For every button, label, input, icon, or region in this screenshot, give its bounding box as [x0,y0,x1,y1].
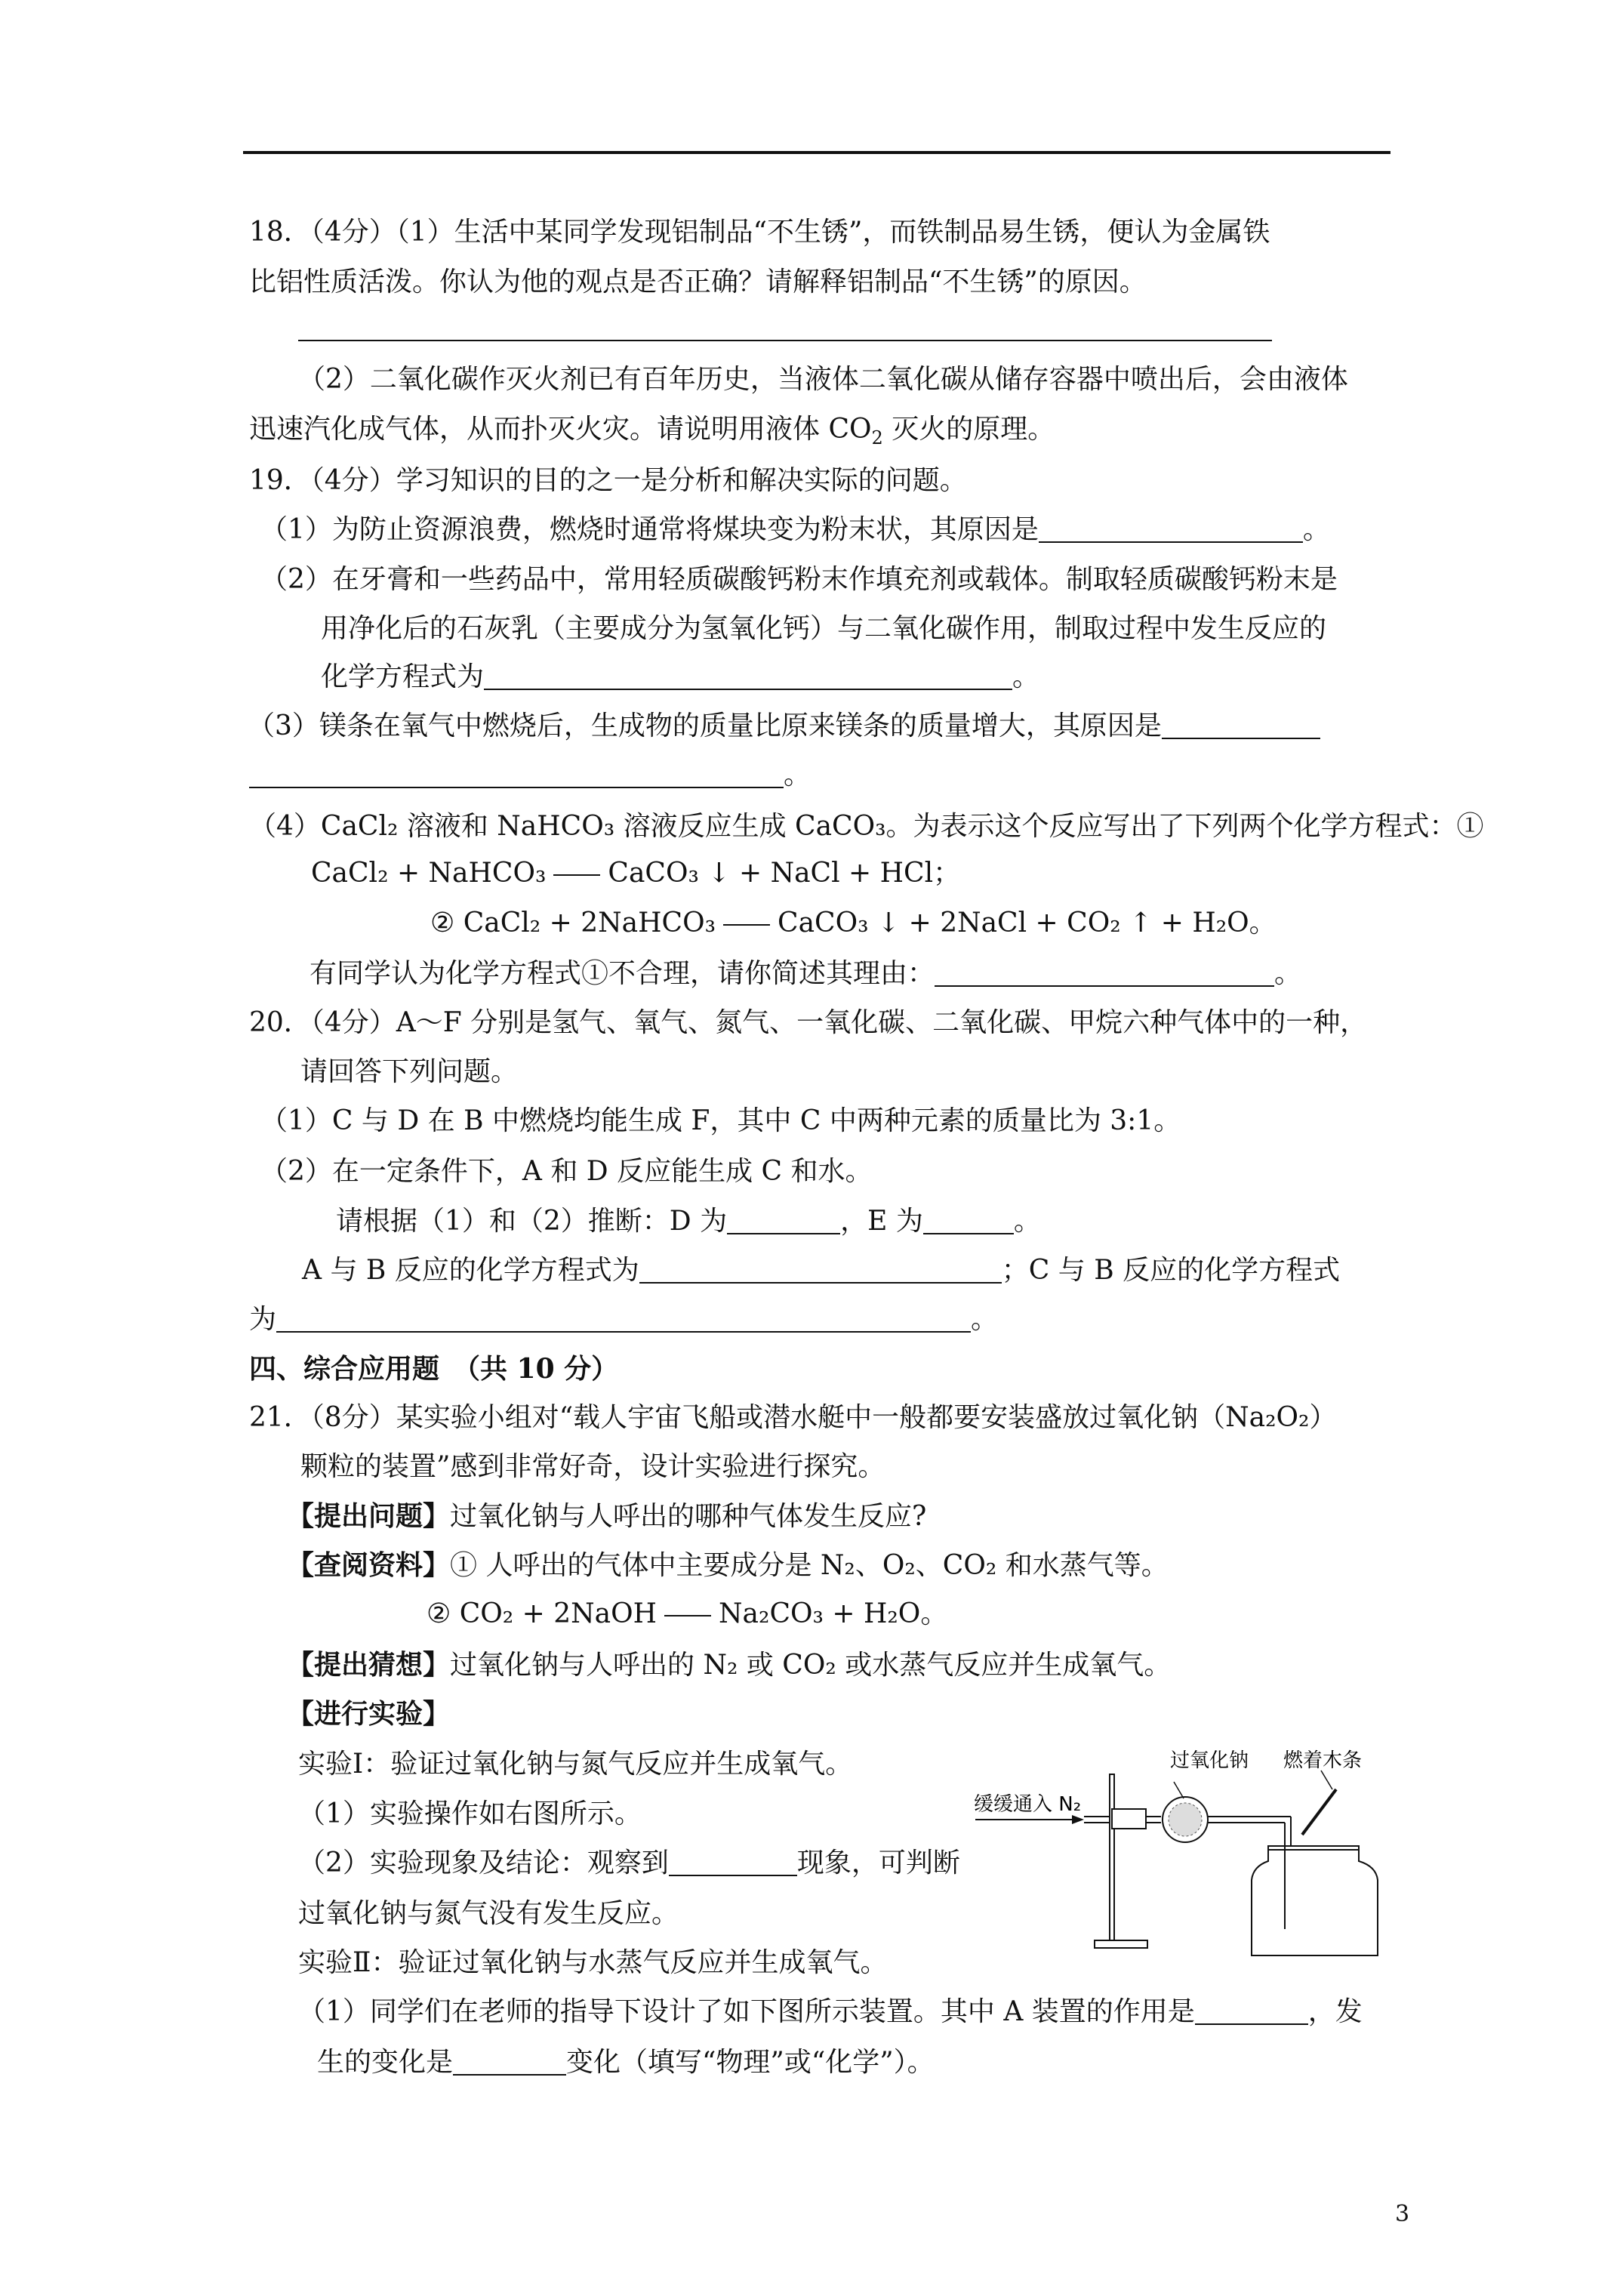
q20-line2: 请回答下列问题。 [300,1056,519,1087]
q21-line7: 【进行实验】 [287,1698,451,1730]
stand-base [1095,1940,1147,1948]
q18-line4: 迅速汽化成气体，从而扑灭火灾。请说明用液体 $CO_2$ 灭火的原理。 [249,414,1055,448]
q21-phenomenon-blank[interactable] [669,1848,797,1876]
q21-line3: 【提出问题】过氧化钠与人呼出的哪种气体发生反应? [287,1500,927,1532]
page-number: 3 [1395,2201,1410,2227]
q18-line2: 比铝性质活泼。你认为他的观点是否正确？请解释铝制品“不生锈”的原因。 [249,267,1147,297]
q19-line4: 用净化后的石灰乳（主要成分为氢氧化钙）与二氧化碳作用，制取过程中发生反应的 [321,613,1327,644]
q21-line8: 实验Ⅰ：验证过氧化钠与氮气反应并生成氧气。 [298,1749,853,1780]
eq1-bar [553,874,600,876]
q20-line1: 20．（4分）A～F 分别是氢气、氧气、氮气、一氧化碳、二氧化碳、甲烷六种气体中的一种， [249,1007,1368,1038]
q21-a-function-blank[interactable] [1195,1996,1308,2025]
q18-line3: （2）二氧化碳作灭火剂已有百年历史，当液体二氧化碳从储存容器中喷出后，会由液体 [298,364,1348,395]
q20-line3: （1）C 与 D 在 B 中燃烧均能生成 F，其中 C 中两种元素的质量比为 3:1。 [260,1105,1181,1136]
q19-4-blank[interactable] [935,958,1274,987]
q21-line2: 颗粒的装置”感到非常好奇，设计实验进行探究。 [300,1451,885,1482]
q21-line4: 【查阅资料】① 人呼出的气体中主要成分是 N₂、O₂、CO₂ 和水蒸气等。 [287,1549,1169,1581]
q21-line6: 【提出猜想】过氧化钠与人呼出的 N₂ 或 CO₂ 或水蒸气反应并生成氧气。 [287,1649,1172,1681]
collection-bottle [1252,1846,1378,1955]
q19-line1: 19．（4分）学习知识的目的之一是分析和解决实际的问题。 [249,465,967,496]
q21-line11: 过氧化钠与氮气没有发生反应。 [298,1898,679,1929]
q19-line6: （3）镁条在氧气中燃烧后，生成物的质量比原来镁条的质量增大，其原因是 [248,707,1320,745]
splint-pointer [1321,1771,1332,1789]
q21-line5: ② CO₂ + 2NaOH Na₂CO₃ + H₂O。 [427,1598,948,1629]
q20-line5: 请根据（1）和（2）推断：D 为 ，E 为 。 [336,1206,1041,1237]
q21-line12: 实验Ⅱ：验证过氧化钠与水蒸气反应并生成氧气。 [298,1947,888,1978]
q20-d-blank[interactable] [727,1206,840,1234]
q19-2-blank[interactable] [484,661,1012,690]
q19-3-blank-a[interactable] [1162,710,1320,739]
q21-line1: 21．（8分）某实验小组对“载人宇宙飞船或潜水艇中一般都要安装盛放过氧化钠（Na₂O₂） [249,1402,1337,1433]
inlet-arrow-head [1072,1815,1084,1824]
q18-answer-line[interactable] [298,340,1272,341]
header-rule [243,151,1390,154]
peroxide-granules [1169,1803,1202,1836]
ref-eq-bar [664,1615,711,1616]
q21-line10: （2）实验现象及结论：观察到 现象，可判断 [298,1848,960,1878]
apparatus-figure [959,1737,1389,1963]
burning-splint [1302,1789,1336,1835]
q20-e-blank[interactable] [923,1206,1014,1234]
q21-line13: （1）同学们在老师的指导下设计了如下图所示装置。其中 A 装置的作用是 ，发 [298,1996,1363,2027]
q20-line7: 为 。 [249,1304,999,1335]
stand-rod [1110,1774,1114,1944]
stand-clamp [1112,1809,1146,1829]
q20-cb-eq-blank[interactable] [276,1304,971,1333]
section4-heading: 四、综合应用题 （共 10 分） [249,1353,619,1385]
q19-line3: （2）在牙膏和一些药品中，常用轻质碳酸钙粉末作填充剂或载体。制取轻质碳酸钙粉末是 [260,564,1338,595]
q18-line1: 18．（4分）（1）生活中某同学发现铝制品“不生锈”，而铁制品易生锈，便认为金属铁 [249,217,1270,248]
peroxide-pointer [1174,1782,1184,1798]
q21-change-blank[interactable] [453,2047,566,2076]
q19-eq1: CaCl₂ + NaHCO₃ CaCO₃ ↓ + NaCl + HCl； [311,858,961,889]
figure-label-splint: 燃着木条 [1283,1749,1363,1772]
q20-line4: （2）在一定条件下，A 和 D 反应能生成 C 和水。 [260,1156,873,1187]
figure-label-peroxide: 过氧化钠 [1170,1749,1249,1772]
q19-line5: 化学方程式为 。 [321,661,1040,692]
q19-3-blank-b[interactable] [249,760,784,788]
figure-label-n2: 缓缓通入 N₂ [974,1793,1082,1816]
q21-line9: （1）实验操作如右图所示。 [298,1798,642,1829]
q20-line6: A 与 B 反应的化学方程式为 ；C 与 B 反应的化学方程式 [302,1255,1341,1286]
q19-line2: （1）为防止资源浪费，燃烧时通常将煤块变为粉末状，其原因是 。 [260,514,1330,545]
q21-line14: 生的变化是 变化（填写“物理”或“化学”）。 [317,2047,935,2078]
q20-ab-eq-blank[interactable] [639,1255,1002,1284]
eq2-bar [723,924,770,926]
q19-1-blank[interactable] [1039,514,1303,543]
q19-eq2: ② CaCl₂ + 2NaHCO₃ CaCO₃ ↓ + 2NaCl + CO₂ ↑ + H₂O。 [430,908,1277,938]
q19-line7: 。 [249,757,811,794]
q19-line8: （4）CaCl₂ 溶液和 NaHCO₃ 溶液反应生成 CaCO₃。为表示这个反应写出了下列两个化学方程式：① [249,811,1484,842]
q19-line11: 有同学认为化学方程式①不合理，请你简述其理由： 。 [310,958,1302,989]
